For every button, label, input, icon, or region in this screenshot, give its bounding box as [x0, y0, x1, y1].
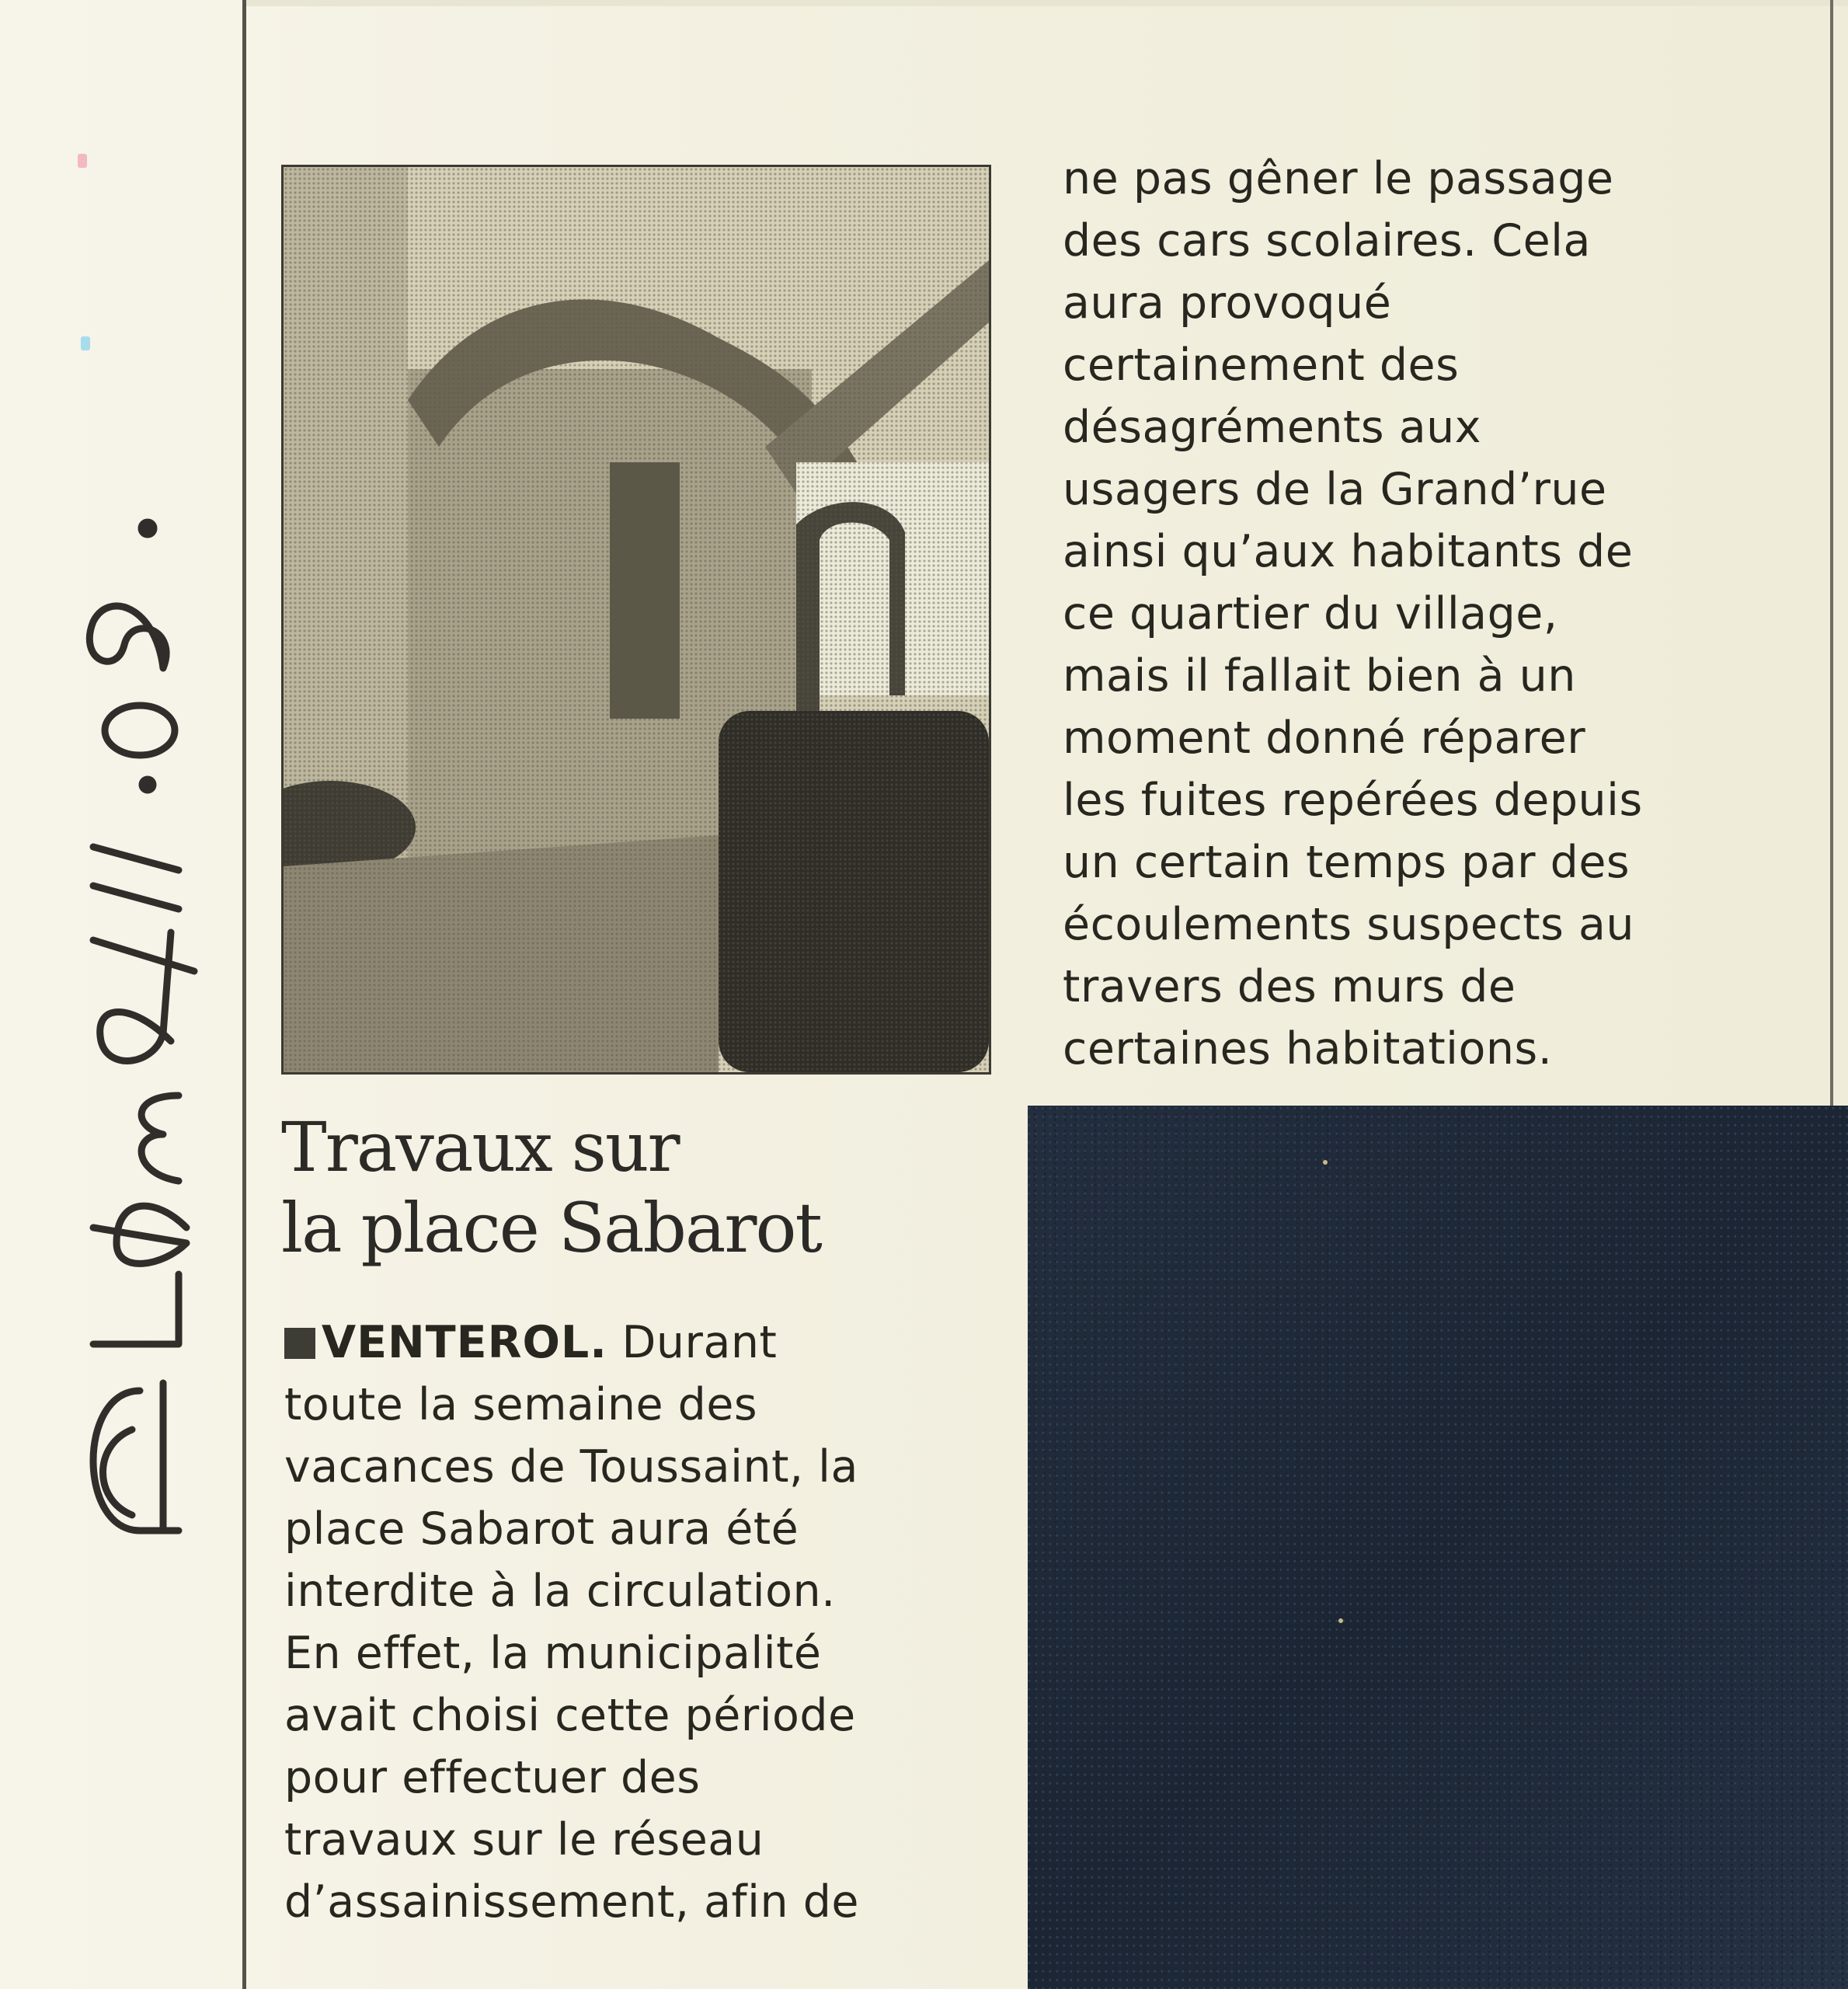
- paper-speck: [81, 336, 90, 350]
- body-line-text: Durant: [621, 1317, 778, 1368]
- body-line: d’assainissement, afin de: [284, 1876, 859, 1928]
- body-line: toute la semaine des: [284, 1379, 758, 1430]
- body-line: désagréments aux: [1063, 402, 1481, 453]
- paper-speck: [78, 154, 87, 168]
- handwritten-date: [47, 497, 210, 1585]
- headline-line-1: Travaux sur: [281, 1107, 679, 1187]
- headline-line-2: la place Sabarot: [281, 1188, 821, 1268]
- body-line: ne pas gêner le passage: [1063, 153, 1614, 204]
- square-bullet-icon: [284, 1328, 315, 1359]
- body-line: En effet, la municipalité: [284, 1628, 822, 1679]
- body-line: pour effectuer des: [284, 1752, 701, 1803]
- body-line: travaux sur le réseau: [284, 1814, 764, 1865]
- body-line: écoulements suspects au: [1063, 899, 1635, 950]
- column-rule-right: [1830, 0, 1833, 1119]
- top-edge: [246, 0, 1848, 6]
- article-body-left: [284, 1311, 983, 1933]
- column-rule-left: [242, 0, 246, 1989]
- dark-backing-paper: [1028, 1106, 1848, 1989]
- body-line: des cars scolaires. Cela: [1063, 215, 1591, 266]
- article-body-right: [1063, 148, 1824, 1080]
- body-line: interdite à la circulation.: [284, 1566, 836, 1617]
- body-line: certaines habitations.: [1063, 1023, 1553, 1075]
- body-line: travers des murs de: [1063, 961, 1516, 1012]
- body-line: avait choisi cette période: [284, 1690, 856, 1741]
- body-line: mais il fallait bien à un: [1063, 650, 1576, 702]
- body-line: un certain temps par des: [1063, 837, 1630, 888]
- body-line: usagers de la Grand’rue: [1063, 464, 1607, 515]
- body-line: certainement des: [1063, 340, 1460, 391]
- body-line: ce quartier du village,: [1063, 588, 1558, 639]
- dateline: VENTEROL.: [322, 1317, 607, 1368]
- body-line: place Sabarot aura été: [284, 1503, 799, 1555]
- body-line: moment donné réparer: [1063, 712, 1586, 764]
- body-line: ainsi qu’aux habitants de: [1063, 526, 1634, 577]
- paper-fleck: [1338, 1618, 1343, 1623]
- article-photo: [281, 165, 991, 1075]
- body-line: [284, 1311, 983, 1374]
- paper-fleck: [1323, 1160, 1328, 1165]
- body-line: les fuites repérées depuis: [1063, 775, 1643, 826]
- body-line: aura provoqué: [1063, 277, 1392, 329]
- body-line: vacances de Toussaint, la: [284, 1441, 858, 1493]
- article-headline: [281, 1107, 980, 1269]
